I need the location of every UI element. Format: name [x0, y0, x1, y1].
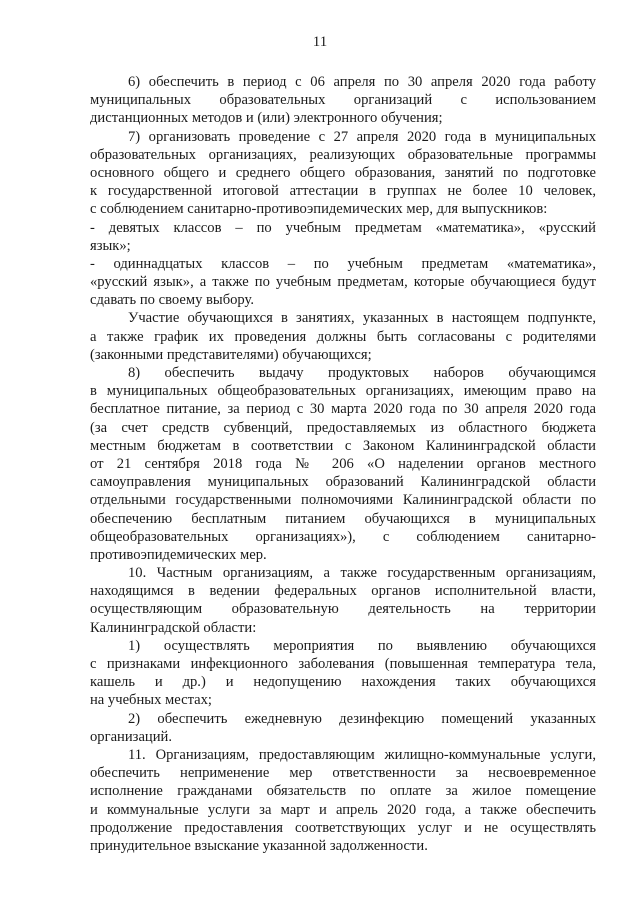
- page-number: 11: [312, 34, 328, 50]
- text-line: основного общего и среднего общего образования, занятий по подготовке: [90, 164, 596, 181]
- text-line: (за счет средств субвенций, предоставляемых из областного бюджета: [90, 419, 596, 436]
- text-line: осуществляющим образовательную деятельность на территории: [90, 601, 596, 618]
- text-line: организаций.: [90, 728, 172, 745]
- text-line: сдавать по своему выбору.: [90, 292, 255, 309]
- text-line: к государственной итоговой аттестации в группах не более 10 человек,: [90, 183, 596, 200]
- text-line: находящимся в ведении федеральных органов исполнительной власти,: [90, 583, 596, 600]
- text-line: противоэпидемических мер.: [90, 546, 267, 563]
- text-line: 10. Частным организациям, а также государственным организациям,: [128, 565, 596, 582]
- text-line: общеобразовательных организациях»), с соблюдением санитарно-: [90, 528, 596, 545]
- text-line: - девятых классов – по учебным предметам «математика», «русский: [90, 219, 596, 236]
- text-line: «русский язык», а также по учебным предметам, которые обучающиеся будут: [90, 274, 596, 291]
- text-line: в муниципальных общеобразовательных организациях, имеющим право на: [90, 383, 596, 400]
- text-line: принудительное взыскание указанной задолженности.: [90, 837, 428, 854]
- text-line: от 21 сентября 2018 года № 206 «О наделении органов местного: [90, 455, 596, 472]
- text-line: 7) организовать проведение с 27 апреля 2020 года в муниципальных: [128, 128, 596, 145]
- text-line: дистанционных методов и (или) электронного обучения;: [90, 110, 443, 127]
- text-line: муниципальных образовательных организаций с использованием: [90, 92, 596, 109]
- text-line: 1) осуществлять мероприятия по выявлению обучающихся: [128, 637, 596, 654]
- text-line: - одиннадцатых классов – по учебным предметам «математика»,: [90, 255, 596, 272]
- document-body: [90, 73, 596, 855]
- text-line: 8) обеспечить выдачу продуктовых наборов обучающимся: [128, 365, 596, 381]
- text-line: 11. Организациям, предоставляющим жилищно-коммунальные услуги,: [128, 746, 596, 763]
- text-line: с соблюдением санитарно-противоэпидемических мер, для выпускников:: [90, 201, 548, 218]
- text-line: 2) обеспечить ежедневную дезинфекцию помещений указанных: [128, 710, 596, 727]
- text-line: на учебных местах;: [90, 692, 212, 709]
- text-line: отдельными государственными полномочиями Калининградской области по: [90, 492, 596, 509]
- text-line: (законными представителями) обучающихся;: [90, 346, 372, 363]
- text-line: местным бюджетам в соответствии с Законом Калининградской области: [90, 437, 596, 454]
- text-line: Участие обучающихся в занятиях, указанных в настоящем подпункте,: [128, 310, 596, 327]
- text-line: образовательных организациях, реализующих образовательные программы: [90, 146, 596, 163]
- text-line: а также график их проведения должны быть согласованы с родителями: [90, 328, 596, 345]
- text-line: продолжение предоставления соответствующих услуг и не осуществлять: [90, 819, 596, 836]
- text-line: 6) обеспечить в период с 06 апреля по 30 апреля 2020 года работу: [128, 74, 596, 90]
- text-line: язык»;: [90, 237, 131, 254]
- text-line: исполнение гражданами обязательств по оплате за жилое помещение: [90, 783, 596, 800]
- text-line: обеспечению бесплатным питанием обучающихся в муниципальных: [90, 510, 596, 527]
- text-line: обеспечить неприменение мер ответственности за несвоевременное: [90, 765, 596, 782]
- text-line: бесплатное питание, за период с 30 марта 2020 года по 30 апреля 2020 года: [90, 401, 596, 418]
- text-line: самоуправления муниципальных образований Калининградской области: [90, 474, 596, 491]
- text-line: с признаками инфекционного заболевания (повышенная температура тела,: [90, 656, 596, 672]
- text-line: и коммунальные услуги за март и апрель 2020 года, а также обеспечить: [90, 801, 596, 818]
- text-line: кашель и др.) и недопущению нахождения таких обучающихся: [90, 674, 596, 691]
- text-line: Калининградской области:: [90, 619, 257, 636]
